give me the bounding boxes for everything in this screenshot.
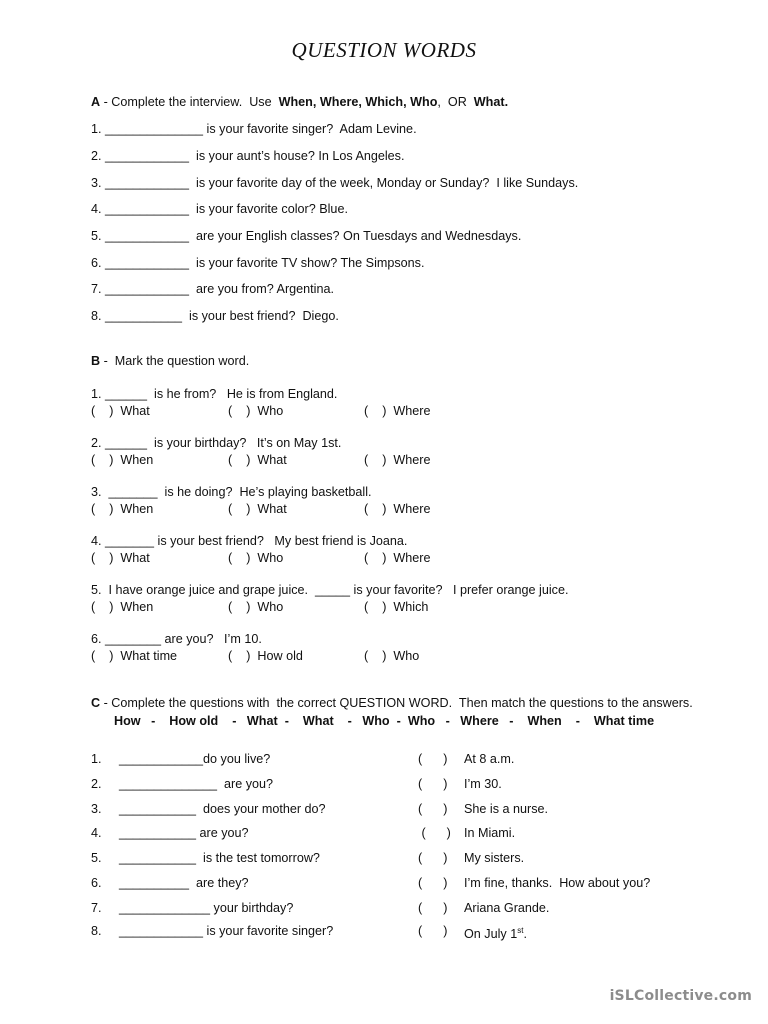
match-row-5 <box>91 850 711 866</box>
match-answer-box[interactable]: ( ) <box>418 752 448 766</box>
section-a-item-6: 6. ____________ is your favorite TV show? The Simpsons. <box>91 256 425 270</box>
match-answer: Ariana Grande. <box>464 901 550 915</box>
section-b-question-2: 2. ______ is your birthday? It’s on May 1st. <box>91 436 342 450</box>
match-answer: In Miami. <box>464 826 516 840</box>
match-answer-end: . <box>523 927 527 942</box>
section-b-question-3: 3. _______ is he doing? He’s playing basketball. <box>91 485 372 499</box>
match-answer-text: On July 1 <box>464 927 518 942</box>
option-checkbox[interactable]: ( ) When <box>91 600 154 614</box>
match-row-4 <box>91 825 711 841</box>
match-answer-box[interactable]: ( ) <box>418 924 448 938</box>
match-answer: At 8 a.m. <box>464 752 515 766</box>
match-question: 5. ___________ is the test tomorrow? <box>91 851 320 865</box>
match-answer-box[interactable]: ( ) <box>418 876 448 890</box>
section-c-instruction-text: - Complete the questions with the correct QUESTION WORD. Then match the questions to the answers. <box>100 696 693 710</box>
match-question: 4. ___________ are you? <box>91 826 249 840</box>
match-question: 2. ______________ are you? <box>91 777 274 791</box>
option-checkbox[interactable]: ( ) What <box>228 453 287 467</box>
match-answer: I’m 30. <box>464 777 502 791</box>
section-b-options-3 <box>91 501 691 517</box>
section-a-item-5: 5. ____________ are your English classes? On Tuesdays and Wednesdays. <box>91 229 522 243</box>
match-answer: She is a nurse. <box>464 802 549 816</box>
match-answer <box>464 923 527 942</box>
option-checkbox[interactable]: ( ) What <box>91 551 150 565</box>
option-checkbox[interactable]: ( ) When <box>91 502 154 516</box>
option-checkbox[interactable]: ( ) When <box>91 453 154 467</box>
match-row-3 <box>91 801 711 817</box>
match-question: 8. ____________ is your favorite singer? <box>91 924 334 938</box>
section-c-letter: C <box>91 696 101 710</box>
section-a-item-8: 8. ___________ is your best friend? Diego. <box>91 309 339 323</box>
section-a-word-list: When, Where, Which, Who <box>278 95 438 109</box>
section-b-question-4: 4. _______ is your best friend? My best friend is Joana. <box>91 534 408 548</box>
section-a-or: , OR <box>437 95 474 109</box>
option-checkbox[interactable]: ( ) Where <box>364 453 431 467</box>
option-checkbox[interactable]: ( ) How old <box>228 649 303 663</box>
option-checkbox[interactable]: ( ) Which <box>364 600 429 614</box>
section-b-letter: B <box>91 354 101 368</box>
section-a-last-word: What. <box>473 95 509 109</box>
match-answer: My sisters. <box>464 851 525 865</box>
section-b-instruction-text: - Mark the question word. <box>100 354 250 368</box>
match-answer-box[interactable]: ( ) <box>418 777 448 791</box>
section-b-instruction <box>91 353 249 369</box>
section-a-item-7: 7. ____________ are you from? Argentina. <box>91 282 334 296</box>
match-answer-box[interactable]: ( ) <box>418 826 451 840</box>
match-question: 1. ____________do you live? <box>91 752 271 766</box>
section-b-question-1: 1. ______ is he from? He is from England. <box>91 387 338 401</box>
section-b-question-6: 6. ________ are you? I’m 10. <box>91 632 262 646</box>
option-checkbox[interactable]: ( ) Who <box>228 600 284 614</box>
section-c-instruction <box>91 695 693 711</box>
match-row-7 <box>91 900 711 916</box>
option-checkbox[interactable]: ( ) Where <box>364 551 431 565</box>
section-a-instruction <box>91 94 508 110</box>
section-a-item-1: 1. ______________ is your favorite singer? Adam Levine. <box>91 122 417 136</box>
section-b-question-5: 5. I have orange juice and grape juice. _____ is your favorite? I prefer orange juice. <box>91 583 569 597</box>
word-bank: How - How old - What - What - Who - Who - Where - When - What time <box>114 714 655 728</box>
match-row-2 <box>91 776 711 792</box>
option-checkbox[interactable]: ( ) What <box>91 404 150 418</box>
match-answer: I’m fine, thanks. How about you? <box>464 876 651 890</box>
section-a-item-4: 4. ____________ is your favorite color? Blue. <box>91 202 348 216</box>
section-a-item-3: 3. ____________ is your favorite day of the week, Monday or Sunday? I like Sundays. <box>91 176 579 190</box>
option-checkbox[interactable]: ( ) Who <box>228 551 284 565</box>
section-b-options-5 <box>91 599 691 615</box>
match-row-6 <box>91 875 711 891</box>
match-question: 7. _____________ your birthday? <box>91 901 294 915</box>
section-a-letter: A <box>91 95 101 109</box>
option-checkbox[interactable]: ( ) Where <box>364 502 431 516</box>
match-answer-box[interactable]: ( ) <box>418 851 448 865</box>
match-answer-box[interactable]: ( ) <box>418 901 448 915</box>
match-row-1 <box>91 751 711 767</box>
option-checkbox[interactable]: ( ) What <box>228 502 287 516</box>
match-question: 6. __________ are they? <box>91 876 249 890</box>
watermark: iSLCollective.com <box>609 988 752 1004</box>
option-checkbox[interactable]: ( ) What time <box>91 649 178 663</box>
match-row-8 <box>91 923 711 942</box>
option-checkbox[interactable]: ( ) Who <box>228 404 284 418</box>
ordinal-suffix: st <box>517 926 524 935</box>
section-b-options-6 <box>91 648 691 664</box>
option-checkbox[interactable]: ( ) Where <box>364 404 431 418</box>
option-checkbox[interactable]: ( ) Who <box>364 649 420 663</box>
section-b-options-1 <box>91 403 691 419</box>
page-title: QUESTION WORDS <box>291 38 477 62</box>
match-answer-box[interactable]: ( ) <box>418 802 448 816</box>
match-question: 3. ___________ does your mother do? <box>91 802 326 816</box>
section-a-item-2: 2. ____________ is your aunt’s house? In Los Angeles. <box>91 149 405 163</box>
section-a-instruction-text: - Complete the interview. Use <box>100 95 279 109</box>
section-b-options-2 <box>91 452 691 468</box>
section-b-options-4 <box>91 550 691 566</box>
